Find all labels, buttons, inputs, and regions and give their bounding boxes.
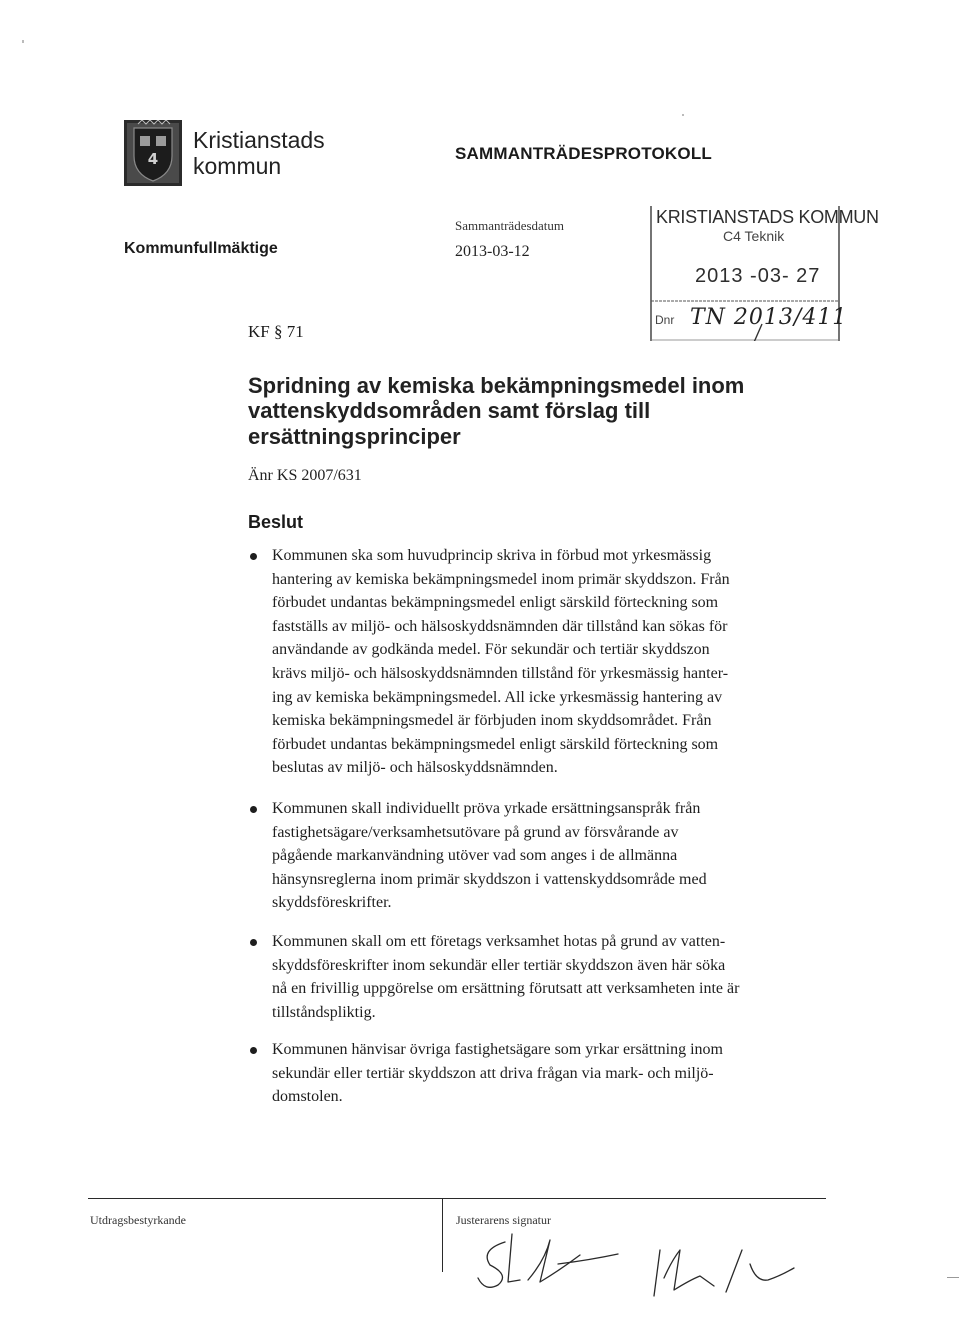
stamp-organization: KRISTIANSTADS KOMMUN — [656, 207, 879, 227]
meeting-date: 2013-03-12 — [455, 243, 530, 260]
svg-text:4: 4 — [147, 150, 159, 168]
meeting-date-label: Sammanträdesdatum — [455, 218, 565, 233]
stamp-unit: C4 Teknik — [723, 228, 785, 244]
coat-of-arms-icon — [124, 120, 182, 186]
body-name: Kommunfullmäktige — [124, 240, 278, 257]
footer-rule — [88, 1198, 826, 1199]
scan-speck — [947, 1277, 959, 1278]
text-line: sekundär eller tertiär skyddszon att driva frågan via mark- och miljö- — [272, 1064, 714, 1082]
scan-speck — [682, 114, 684, 116]
decision-item-1 — [272, 544, 812, 780]
footer-divider — [442, 1198, 443, 1272]
title-line-2: vattenskyddsområden samt förslag till — [248, 398, 651, 423]
text-line: ing av kemiska bekämpningsmedel. All icke yrkesmässig hantering av — [272, 688, 723, 706]
text-line: tillståndspliktig. — [272, 1003, 376, 1021]
decision-item-3 — [272, 930, 812, 1024]
adjuster-signature-label: Justerarens signatur — [456, 1213, 551, 1227]
decision-heading: Beslut — [248, 512, 304, 532]
text-line: hantering av kemiska bekämpningsmedel inom primär skyddszon. Från — [272, 570, 730, 588]
logo-wordmark-line2: kommun — [193, 153, 282, 179]
bullet-dot-icon — [250, 939, 257, 946]
bullet-dot-icon — [250, 1047, 257, 1054]
text-line: Kommunen ska som huvudprincip skriva in förbud mot yrkesmässig — [272, 547, 712, 564]
decision-item-4 — [272, 1038, 812, 1109]
stamp-received-date: 2013 -03- 27 — [695, 265, 821, 287]
logo-wordmark-line1: Kristianstads — [193, 127, 325, 153]
text-line: användande av godkända medel. För sekundär och tertiär skyddszon — [272, 641, 710, 659]
text-line: domstolen. — [272, 1088, 343, 1106]
extract-certification-label: Utdragsbestyrkande — [90, 1213, 186, 1227]
handwritten-signatures — [450, 1220, 830, 1300]
text-line: förbudet undantas bekämpningsmedel enligt särskild förteckning som — [272, 735, 719, 753]
text-line: hänsynsreglerna inom primär skyddszon i vattenskyddsområde med — [272, 870, 707, 888]
text-line: nå en frivillig uppgörelse om ersättning förutsatt att verksamheten inte är — [272, 980, 740, 998]
text-line: skyddsföreskrifter. — [272, 894, 392, 912]
text-line: förbudet undantas bekämpningsmedel enligt särskild förteckning som — [272, 594, 719, 612]
text-line: krävs miljö- och hälsoskyddsnämnden tillstånd för yrkesmässig hanter- — [272, 664, 729, 682]
text-line: kemiska bekämpningsmedel är förbjuden inom skyddsområdet. Från — [272, 712, 712, 730]
text-line: beslutas av miljö- och hälsoskyddsnämnden. — [272, 759, 558, 777]
text-line: pågående markanvändning utöver vad som anges i de allmänna — [272, 847, 678, 865]
section-number: KF § 71 — [248, 322, 304, 341]
case-reference: Änr KS 2007/631 — [248, 467, 362, 484]
decision-item-2 — [272, 797, 812, 915]
bullet-dot-icon — [250, 806, 257, 813]
bullet-dot-icon — [250, 553, 257, 560]
scan-speck — [22, 40, 24, 43]
stamp-dnr-handwritten: TN 2013/411 — [690, 305, 848, 330]
stamp-dnr-label: Dnr — [655, 313, 675, 327]
text-line: skyddsföreskrifter inom sekundär eller tertiär skyddszon även här söka — [272, 956, 726, 974]
text-line: fastighetsägare/verksamhetsutövare på grund av försvårande av — [272, 823, 679, 841]
text-line: fastställs av miljö- och hälsoskyddsnämnden där tillstånd kan sökas för — [272, 617, 728, 635]
title-line-1: Spridning av kemiska bekämpningsmedel inom — [248, 373, 745, 398]
text-line: Kommunen skall individuellt pröva yrkade ersättningsanspråk från — [272, 800, 701, 817]
text-line: Kommunen hänvisar övriga fastighetsägare som yrkar ersättning inom — [272, 1041, 723, 1058]
document-type: SAMMANTRÄDESPROTOKOLL — [455, 144, 712, 163]
title-line-3: ersättningsprinciper — [248, 424, 461, 449]
text-line: Kommunen skall om ett företags verksamhet hotas på grund av vatten- — [272, 933, 726, 950]
